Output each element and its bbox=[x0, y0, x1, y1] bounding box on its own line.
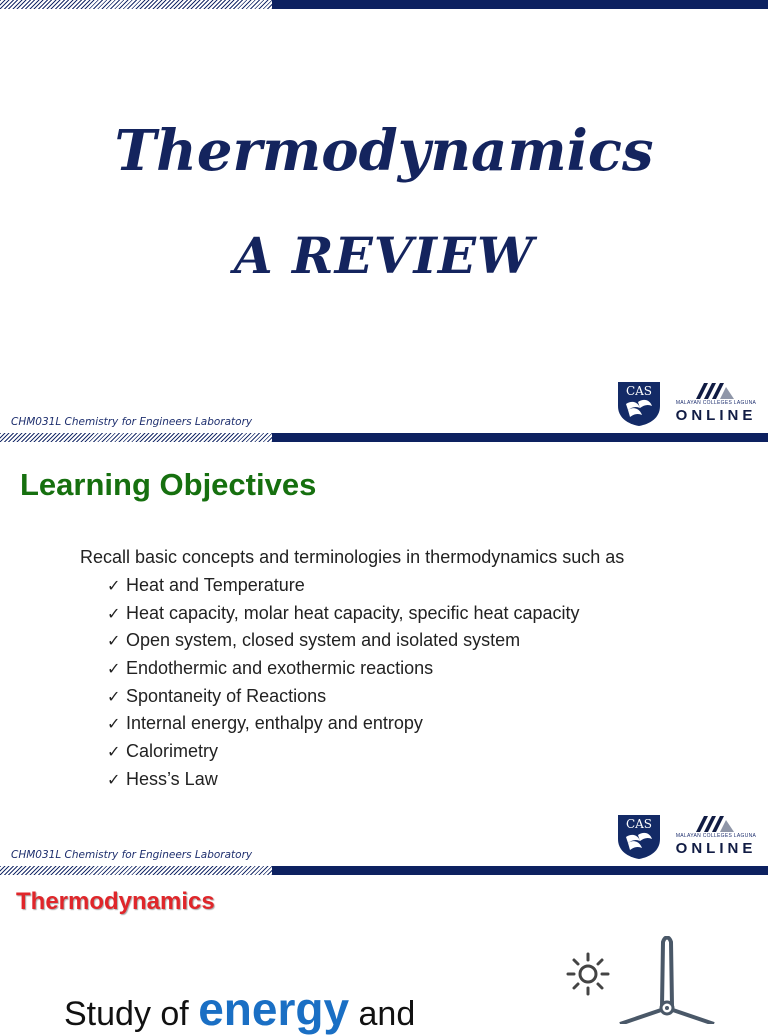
check-icon: ✓ bbox=[107, 603, 121, 623]
thermodynamics-heading: Thermodynamics bbox=[16, 888, 215, 915]
list-item: ✓ Open system, closed system and isolated system bbox=[107, 630, 521, 651]
list-item: ✓ Heat capacity, molar heat capacity, specific heat capacity bbox=[107, 602, 580, 623]
slide-title bbox=[0, 0, 768, 442]
mcl-online-logo bbox=[668, 814, 764, 860]
slide-divider-bar bbox=[0, 433, 768, 442]
mcl-name: MALAYAN COLLEGES LAGUNA bbox=[675, 400, 757, 406]
check-icon: ✓ bbox=[107, 686, 121, 706]
wind-turbine-icon bbox=[612, 936, 722, 1024]
svg-text:CAS: CAS bbox=[625, 384, 653, 398]
mcl-online-text: ONLINE bbox=[675, 407, 757, 424]
check-icon: ✓ bbox=[107, 742, 121, 762]
slide-divider-bar bbox=[0, 866, 768, 875]
sun-icon bbox=[564, 950, 612, 998]
cas-logo bbox=[616, 380, 662, 426]
learning-objectives-heading: Learning Objectives bbox=[20, 467, 317, 502]
mcl-online-text: ONLINE bbox=[675, 840, 757, 857]
check-icon: ✓ bbox=[107, 659, 121, 679]
objectives-intro: Recall basic concepts and terminologies in thermodynamics such as bbox=[80, 547, 625, 567]
check-icon: ✓ bbox=[107, 714, 121, 734]
check-icon: ✓ bbox=[107, 631, 121, 651]
mcl-name: MALAYAN COLLEGES LAGUNA bbox=[675, 833, 757, 839]
svg-text:CAS: CAS bbox=[625, 817, 653, 831]
energy-highlight: energy bbox=[198, 983, 350, 1035]
list-item: ✓ Spontaneity of Reactions bbox=[107, 685, 327, 706]
objectives-list bbox=[107, 574, 580, 796]
course-label: CHM031L Chemistry for Engineers Laboratory bbox=[11, 416, 253, 428]
top-bar bbox=[0, 0, 768, 9]
list-item: ✓ Heat and Temperature bbox=[107, 575, 305, 595]
check-icon: ✓ bbox=[107, 576, 121, 595]
study-of-energy-text: Study of energy and bbox=[64, 983, 416, 1035]
list-item: ✓ Calorimetry bbox=[107, 741, 219, 762]
mcl-online-logo bbox=[668, 381, 764, 427]
course-label: CHM031L Chemistry for Engineers Laboratory bbox=[11, 849, 253, 861]
list-item: ✓ Internal energy, enthalpy and entropy bbox=[107, 713, 423, 734]
title-a-review: A REVIEW bbox=[233, 226, 535, 285]
check-icon: ✓ bbox=[107, 769, 121, 789]
list-item: ✓ Endothermic and exothermic reactions bbox=[107, 658, 434, 679]
list-item: ✓ Hess’s Law bbox=[107, 768, 218, 789]
cas-logo bbox=[616, 813, 662, 859]
title-thermodynamics: Thermodynamics bbox=[114, 118, 654, 184]
